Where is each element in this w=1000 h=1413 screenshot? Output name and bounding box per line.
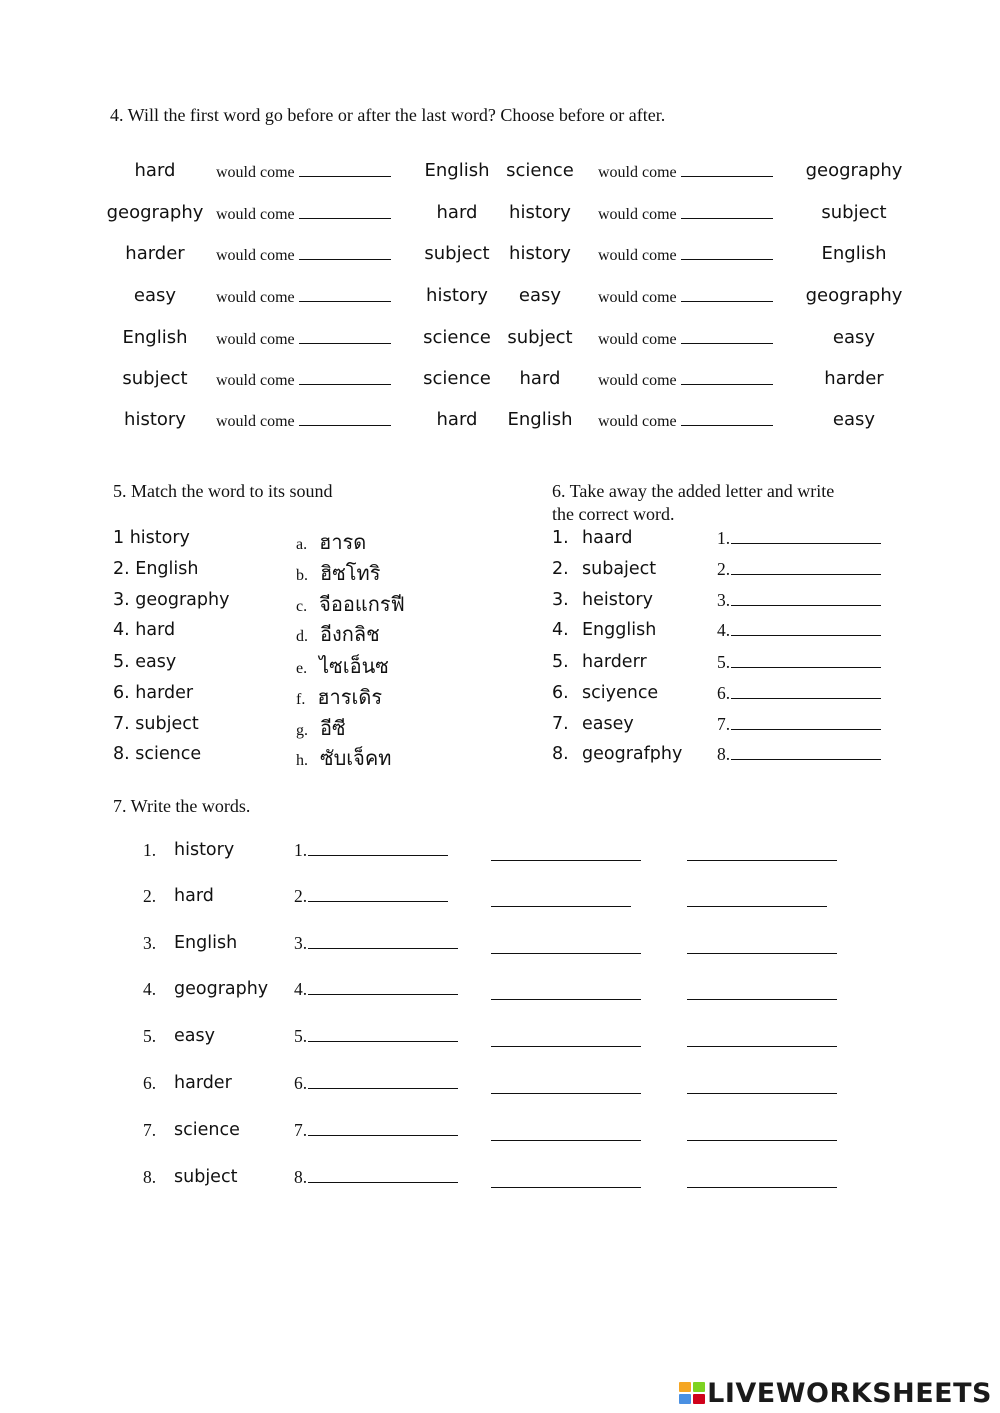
write-field-1 bbox=[294, 1167, 458, 1188]
write-field-1 bbox=[294, 886, 448, 907]
item-number: 6. bbox=[143, 1073, 157, 1093]
write-field-3[interactable] bbox=[687, 953, 837, 954]
section-6-title-line1: 6. Take away the added letter and write bbox=[552, 481, 835, 501]
connector-text: would come bbox=[598, 372, 677, 389]
write-field-2[interactable] bbox=[491, 953, 641, 954]
sound-thai: ไซเอ็นซ bbox=[319, 654, 389, 678]
misspelled-word: heistory bbox=[582, 590, 653, 610]
write-field-3[interactable] bbox=[687, 906, 827, 907]
item-word: geography bbox=[174, 979, 269, 999]
match-sound bbox=[296, 618, 380, 650]
answer-number: 8. bbox=[294, 1167, 308, 1187]
row-word-third: easy bbox=[518, 285, 562, 306]
misspelled-word: easey bbox=[582, 714, 634, 734]
write-field-2[interactable] bbox=[491, 1093, 641, 1094]
answer-blank[interactable] bbox=[731, 715, 881, 730]
answer-number: 4. bbox=[294, 979, 308, 999]
connector-text: would come bbox=[216, 206, 295, 223]
would-come-blank-left bbox=[216, 411, 391, 431]
answer-number: 2. bbox=[717, 559, 731, 579]
misspelled-word: geografphy bbox=[582, 744, 683, 764]
row-word-fourth: geography bbox=[805, 160, 903, 181]
answer-blank[interactable] bbox=[731, 684, 881, 699]
sound-letter: d. bbox=[296, 628, 308, 645]
sound-letter: h. bbox=[296, 752, 308, 769]
item-number: 7. bbox=[552, 714, 569, 734]
row-word-third: history bbox=[509, 202, 571, 223]
connector-text: would come bbox=[216, 372, 295, 389]
row-word-second: subject bbox=[424, 243, 490, 264]
item-word: subject bbox=[174, 1167, 238, 1187]
section-6-title-line2: the correct word. bbox=[552, 504, 675, 524]
item-number: 2. bbox=[143, 886, 157, 906]
would-come-blank-right bbox=[598, 329, 773, 349]
would-come-blank-left bbox=[216, 245, 391, 265]
answer-number: 3. bbox=[717, 590, 731, 610]
answer-field bbox=[717, 590, 881, 611]
misspelled-word: haard bbox=[582, 528, 633, 548]
answer-blank[interactable] bbox=[308, 1027, 458, 1042]
match-word: 7. subject bbox=[113, 714, 199, 734]
row-word-third: hard bbox=[519, 368, 561, 389]
row-word-fourth: easy bbox=[832, 327, 876, 348]
would-come-blank-left bbox=[216, 162, 391, 182]
row-word-third: science bbox=[506, 160, 574, 181]
answer-blank[interactable] bbox=[308, 1074, 458, 1089]
row-word-second: science bbox=[423, 327, 491, 348]
would-come-blank-left bbox=[216, 329, 391, 349]
row-word-first: hard bbox=[134, 160, 176, 181]
answer-number: 7. bbox=[294, 1120, 308, 1140]
answer-number: 4. bbox=[717, 620, 731, 640]
match-sound bbox=[296, 681, 382, 713]
answer-number: 1. bbox=[294, 840, 308, 860]
row-word-first: subject bbox=[122, 368, 188, 389]
connector-text: would come bbox=[598, 289, 677, 306]
answer-blank[interactable] bbox=[308, 841, 448, 856]
answer-field bbox=[717, 744, 881, 765]
answer-number: 1. bbox=[717, 528, 731, 548]
sound-letter: b. bbox=[296, 567, 308, 584]
write-field-2[interactable] bbox=[491, 1187, 641, 1188]
answer-blank[interactable] bbox=[299, 204, 391, 219]
connector-text: would come bbox=[216, 289, 295, 306]
match-sound bbox=[296, 650, 389, 682]
row-word-second: hard bbox=[436, 409, 478, 430]
item-word: English bbox=[174, 933, 238, 953]
answer-number: 3. bbox=[294, 933, 308, 953]
row-word-first: harder bbox=[125, 243, 185, 264]
connector-text: would come bbox=[598, 247, 677, 264]
answer-blank[interactable] bbox=[731, 560, 881, 575]
item-word: history bbox=[174, 840, 235, 860]
row-word-first: history bbox=[124, 409, 186, 430]
match-word: 6. harder bbox=[113, 683, 194, 703]
sound-thai: อีซี bbox=[320, 716, 346, 740]
write-field-3[interactable] bbox=[687, 860, 837, 861]
answer-number: 6. bbox=[717, 683, 731, 703]
sound-thai: ซับเจ็คท bbox=[320, 746, 392, 770]
match-word: 3. geography bbox=[113, 590, 230, 610]
connector-text: would come bbox=[598, 413, 677, 430]
item-number: 8. bbox=[143, 1167, 157, 1187]
match-word: 4. hard bbox=[113, 620, 176, 640]
liveworksheets-logo-text: LIVEWORKSHEETS bbox=[707, 1378, 992, 1409]
item-word: easy bbox=[174, 1026, 215, 1046]
answer-blank[interactable] bbox=[308, 887, 448, 902]
item-number: 2. bbox=[552, 559, 569, 579]
answer-blank[interactable] bbox=[299, 245, 391, 260]
item-number: 1. bbox=[552, 528, 569, 548]
section-5-title: 5. Match the word to its sound bbox=[113, 481, 333, 501]
write-field-1 bbox=[294, 933, 458, 954]
would-come-blank-right bbox=[598, 287, 773, 307]
row-word-second: English bbox=[424, 160, 490, 181]
answer-blank[interactable] bbox=[299, 329, 391, 344]
answer-blank[interactable] bbox=[731, 653, 881, 668]
liveworksheets-logo-icon bbox=[679, 1382, 707, 1406]
would-come-blank-left bbox=[216, 370, 391, 390]
row-word-fourth: English bbox=[821, 243, 887, 264]
answer-blank[interactable] bbox=[731, 591, 881, 606]
answer-blank[interactable] bbox=[308, 1168, 458, 1183]
answer-blank[interactable] bbox=[308, 934, 458, 949]
write-field-2[interactable] bbox=[491, 1140, 641, 1141]
item-number: 6. bbox=[552, 683, 569, 703]
answer-blank[interactable] bbox=[681, 411, 773, 426]
answer-field bbox=[717, 528, 881, 549]
item-word: hard bbox=[174, 886, 214, 906]
answer-blank[interactable] bbox=[681, 162, 773, 177]
answer-blank[interactable] bbox=[308, 1121, 458, 1136]
sound-letter: a. bbox=[296, 536, 308, 553]
match-sound bbox=[296, 557, 380, 589]
write-field-3[interactable] bbox=[687, 1046, 837, 1047]
row-word-first: easy bbox=[133, 285, 177, 306]
write-field-1 bbox=[294, 979, 458, 1000]
connector-text: would come bbox=[598, 331, 677, 348]
row-word-second: hard bbox=[436, 202, 478, 223]
answer-number: 2. bbox=[294, 886, 308, 906]
write-field-3[interactable] bbox=[687, 999, 837, 1000]
item-word: science bbox=[174, 1120, 240, 1140]
write-field-1 bbox=[294, 1026, 458, 1047]
write-field-2[interactable] bbox=[491, 906, 631, 907]
would-come-blank-left bbox=[216, 204, 391, 224]
answer-field bbox=[717, 683, 881, 704]
answer-blank[interactable] bbox=[308, 980, 458, 995]
item-number: 7. bbox=[143, 1120, 157, 1140]
would-come-blank-right bbox=[598, 245, 773, 265]
sound-letter: f. bbox=[296, 691, 306, 708]
misspelled-word: Engglish bbox=[582, 620, 657, 640]
answer-blank[interactable] bbox=[299, 411, 391, 426]
sound-thai: ฮารเดิร bbox=[317, 685, 383, 709]
match-sound bbox=[296, 526, 366, 558]
answer-blank[interactable] bbox=[299, 162, 391, 177]
answer-number: 7. bbox=[717, 714, 731, 734]
section-4-title: 4. Will the first word go before or after the last word? Choose before or after. bbox=[110, 105, 666, 125]
item-number: 1. bbox=[143, 840, 157, 860]
would-come-blank-right bbox=[598, 162, 773, 182]
sound-letter: g. bbox=[296, 722, 308, 739]
item-number: 3. bbox=[552, 590, 569, 610]
would-come-blank-right bbox=[598, 204, 773, 224]
row-word-first: English bbox=[122, 327, 188, 348]
answer-blank[interactable] bbox=[681, 287, 773, 302]
row-word-first: geography bbox=[106, 202, 204, 223]
would-come-blank-right bbox=[598, 370, 773, 390]
row-word-fourth: harder bbox=[824, 368, 884, 389]
answer-blank[interactable] bbox=[299, 370, 391, 385]
sound-letter: c. bbox=[296, 598, 308, 615]
match-sound bbox=[296, 742, 391, 774]
answer-field bbox=[717, 652, 881, 673]
item-number: 4. bbox=[143, 979, 157, 999]
write-field-1 bbox=[294, 1120, 458, 1141]
match-word: 2. English bbox=[113, 559, 199, 579]
write-field-2[interactable] bbox=[491, 860, 641, 861]
answer-blank[interactable] bbox=[681, 370, 773, 385]
misspelled-word: sciyence bbox=[582, 683, 659, 703]
answer-blank[interactable] bbox=[681, 329, 773, 344]
misspelled-word: harderr bbox=[582, 652, 647, 672]
connector-text: would come bbox=[216, 331, 295, 348]
row-word-fourth: subject bbox=[821, 202, 887, 223]
match-word: 1 history bbox=[113, 528, 190, 548]
sound-letter: e. bbox=[296, 660, 308, 677]
would-come-blank-right bbox=[598, 411, 773, 431]
connector-text: would come bbox=[216, 164, 295, 181]
row-word-second: history bbox=[426, 285, 488, 306]
answer-field bbox=[717, 559, 881, 580]
answer-number: 5. bbox=[294, 1026, 308, 1046]
match-word: 5. easy bbox=[113, 652, 177, 672]
answer-number: 5. bbox=[717, 652, 731, 672]
answer-field bbox=[717, 620, 881, 641]
sound-thai: อีงกลิช bbox=[320, 622, 380, 646]
liveworksheets-logo bbox=[679, 1378, 992, 1409]
connector-text: would come bbox=[216, 247, 295, 264]
item-number: 8. bbox=[552, 744, 569, 764]
answer-number: 8. bbox=[717, 744, 731, 764]
answer-blank[interactable] bbox=[731, 745, 881, 760]
answer-field bbox=[717, 714, 881, 735]
connector-text: would come bbox=[598, 206, 677, 223]
answer-blank[interactable] bbox=[731, 529, 881, 544]
match-word: 8. science bbox=[113, 744, 202, 764]
row-word-third: history bbox=[509, 243, 571, 264]
item-number: 5. bbox=[552, 652, 569, 672]
item-number: 4. bbox=[552, 620, 569, 640]
write-field-3[interactable] bbox=[687, 1093, 837, 1094]
connector-text: would come bbox=[598, 164, 677, 181]
section-7-title: 7. Write the words. bbox=[113, 796, 251, 816]
answer-number: 6. bbox=[294, 1073, 308, 1093]
write-field-2[interactable] bbox=[491, 999, 641, 1000]
item-word: harder bbox=[174, 1073, 232, 1093]
sound-thai: ฮารด bbox=[319, 530, 367, 554]
answer-blank[interactable] bbox=[681, 204, 773, 219]
answer-blank[interactable] bbox=[731, 621, 881, 636]
write-field-1 bbox=[294, 840, 448, 861]
sound-thai: จีออแกรฟี bbox=[319, 592, 405, 616]
write-field-1 bbox=[294, 1073, 458, 1094]
row-word-third: English bbox=[507, 409, 573, 430]
answer-blank[interactable] bbox=[299, 287, 391, 302]
item-number: 3. bbox=[143, 933, 157, 953]
row-word-second: science bbox=[423, 368, 491, 389]
would-come-blank-left bbox=[216, 287, 391, 307]
row-word-third: subject bbox=[507, 327, 573, 348]
match-sound bbox=[296, 712, 346, 744]
misspelled-word: subaject bbox=[582, 559, 657, 579]
answer-blank[interactable] bbox=[681, 245, 773, 260]
row-word-fourth: geography bbox=[805, 285, 903, 306]
write-field-3[interactable] bbox=[687, 1140, 837, 1141]
connector-text: would come bbox=[216, 413, 295, 430]
write-field-2[interactable] bbox=[491, 1046, 641, 1047]
match-sound bbox=[296, 588, 405, 620]
item-number: 5. bbox=[143, 1026, 157, 1046]
row-word-fourth: easy bbox=[832, 409, 876, 430]
write-field-3[interactable] bbox=[687, 1187, 837, 1188]
sound-thai: ฮิซโทริ bbox=[320, 561, 381, 585]
